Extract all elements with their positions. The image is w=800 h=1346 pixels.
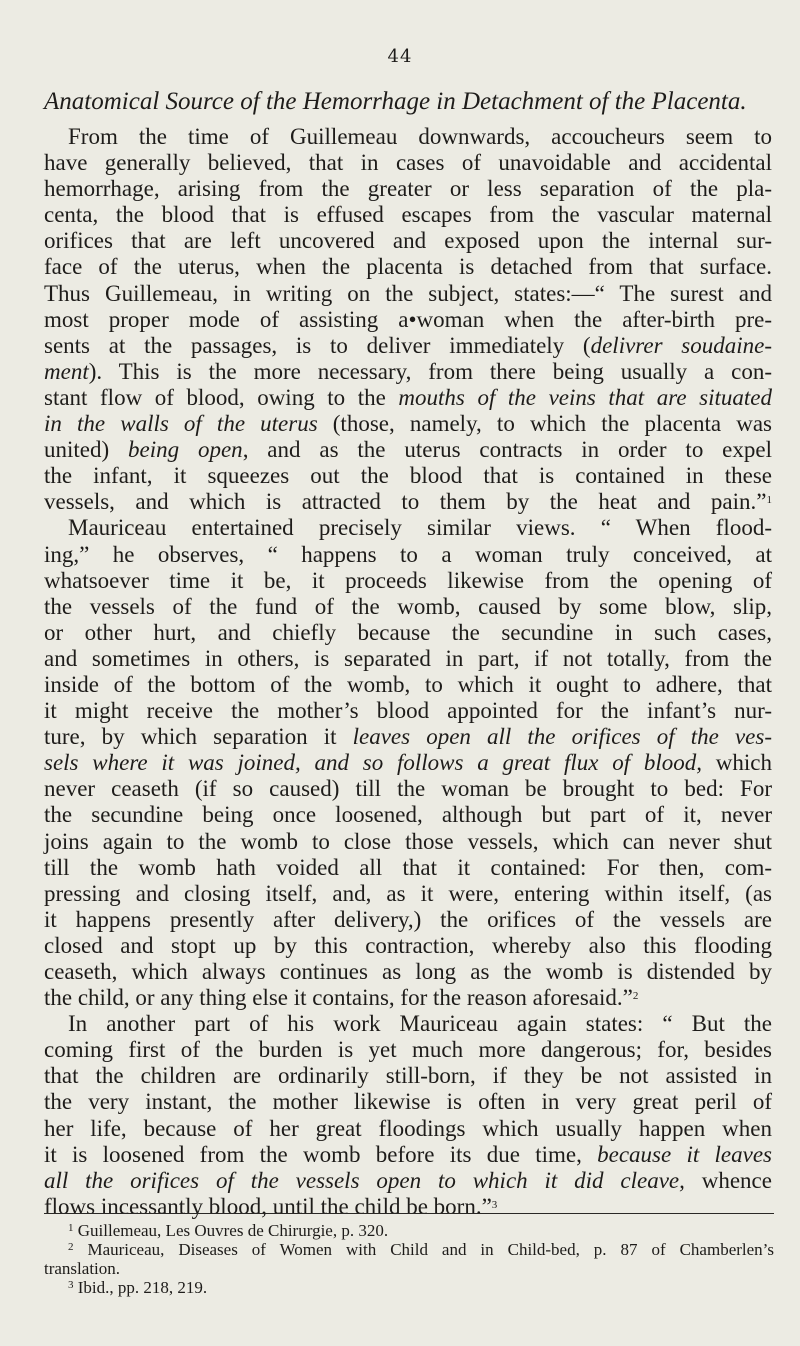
text-line <box>44 176 772 202</box>
text-segment: the child, or any thing else it contains, for the reason aforesaid.” <box>44 985 633 1011</box>
text-line <box>44 463 772 489</box>
page-number: 44 <box>387 46 413 67</box>
text-segment: till the womb hath voided all that it contained: For then, com- <box>44 854 772 880</box>
text-segment: it might receive the mother’s blood appointed for the infant’s nur- <box>44 698 772 724</box>
text-line <box>44 1116 772 1142</box>
text-segment: orifices that are left uncovered and exposed upon the internal sur- <box>44 228 772 254</box>
text-line <box>44 959 772 985</box>
text-line <box>44 307 772 333</box>
footnote-line <box>44 1240 774 1259</box>
footnote-line <box>44 1278 774 1297</box>
footnote-text: Guillemeau, Les Ouvres de Chirurgie, p. 320. <box>77 1221 389 1240</box>
text-line <box>44 228 772 254</box>
text-segment: In another part of his work Mauriceau again states: “ But the <box>68 1011 772 1037</box>
section-heading: Anatomical Source of the Hemorrhage in Detachment of the Placenta. <box>44 88 747 115</box>
italic-text: delivrer soudaine- <box>590 332 772 358</box>
text-segment: never ceaseth (if so caused) till the woman be brought to bed: For <box>44 776 772 802</box>
text-segment: united) <box>44 437 129 463</box>
text-line <box>44 1194 772 1220</box>
text-line <box>44 281 772 307</box>
text-line <box>44 829 772 855</box>
text-line <box>44 855 772 881</box>
text-segment: ing,” he observes, “ happens to a woman truly conceived, at <box>44 541 772 567</box>
text-segment: From the time of Guillemeau downwards, accoucheurs seem to <box>68 124 772 149</box>
text-segment: whatsoever time it be, it proceeds likewise from the opening of <box>44 567 772 593</box>
footnote-line <box>44 1259 774 1278</box>
body-text <box>44 124 772 1220</box>
text-segment: sents at the passages, is to deliver immediately ( <box>44 332 591 358</box>
text-segment: (those, namely, to which the placenta was <box>317 411 772 437</box>
footnote-divider <box>44 1213 774 1214</box>
text-line <box>44 489 772 515</box>
text-line <box>44 881 772 907</box>
footnote-ref: 1 <box>766 494 772 507</box>
text-segment: which <box>702 750 772 776</box>
text-segment: Thus Guillemeau, in writing on the subject, states:—“ The surest and <box>44 280 772 306</box>
text-segment: , and as the uterus contracts in order to expel <box>242 437 772 463</box>
text-segment: Mauriceau entertained precisely similar views. “ When flood- <box>68 515 772 541</box>
text-line <box>44 568 772 594</box>
text-segment: the vessels of the fund of the womb, caused by some blow, slip, <box>44 593 772 619</box>
text-line <box>44 1089 772 1115</box>
text-line <box>44 254 772 280</box>
text-line <box>44 333 772 359</box>
text-line <box>44 646 772 672</box>
text-segment: it happens presently after delivery,) the orifices of the vessels are <box>44 906 772 932</box>
text-segment: vessels, and which is attracted to them by the heat and pain.” <box>44 489 767 515</box>
text-segment: or other hurt, and chiefly because the secundine in such cases, <box>44 619 772 645</box>
text-line <box>44 724 772 750</box>
text-line <box>44 124 772 150</box>
text-line <box>44 698 772 724</box>
text-segment: her life, because of her great floodings which usually happen when <box>44 1115 772 1141</box>
text-line <box>44 542 772 568</box>
text-segment: pressing and closing itself, and, as it were, entering within itself, (as <box>44 880 772 906</box>
text-segment: closed and stopt up by this contraction, whereby also this flooding <box>44 932 772 958</box>
text-line <box>44 359 772 385</box>
text-line <box>44 802 772 828</box>
text-segment: the very instant, the mother likewise is often in very great peril of <box>44 1089 772 1115</box>
text-segment: ceaseth, which always continues as long as the womb is distended by <box>44 959 772 984</box>
footnote-mark: 2 <box>68 1241 74 1253</box>
text-segment: stant flow of blood, owing to the <box>44 384 399 410</box>
text-line <box>44 1063 772 1089</box>
text-line <box>44 620 772 646</box>
text-line <box>44 1142 772 1168</box>
italic-text: because it leaves <box>597 1141 772 1167</box>
footnote-mark: 1 <box>68 1222 74 1234</box>
footnote-ref: 2 <box>632 990 639 1003</box>
text-segment: the secundine being once loosened, although but part of it, never <box>44 802 772 828</box>
footnote-line <box>44 1221 774 1240</box>
text-line <box>44 202 772 228</box>
text-line <box>44 385 772 411</box>
text-line <box>44 776 772 802</box>
footnote-text: translation. <box>44 1259 121 1278</box>
text-line <box>44 150 772 176</box>
text-segment: flows incessantly blood, until the child be born.” <box>44 1193 492 1219</box>
text-segment: centa, the blood that is effused escapes from the vascular maternal <box>44 202 772 228</box>
text-line <box>44 933 772 959</box>
text-segment: and sometimes in others, is separated in part, if not totally, from the <box>44 645 772 671</box>
text-segment: the infant, it squeezes out the blood that is contained in these <box>44 463 772 489</box>
text-line <box>44 985 772 1011</box>
italic-text: ment <box>44 358 89 384</box>
text-line <box>44 515 772 541</box>
text-segment: ). This is the more necessary, from there being usually a con- <box>88 358 772 384</box>
text-segment: whence <box>684 1167 772 1193</box>
footnote-text: Mauriceau, Diseases of Women with Child and in Child-bed, p. 87 of Chamberlen’s <box>87 1240 775 1259</box>
footnote-mark: 3 <box>68 1279 74 1291</box>
footnotes <box>44 1221 774 1297</box>
footnote-text: Ibid., pp. 218, 219. <box>77 1278 208 1297</box>
text-line <box>44 1011 772 1037</box>
italic-text: mouths of the veins that are situated <box>398 384 772 410</box>
italic-text: leaves open all the orifices of the ves- <box>352 724 772 750</box>
text-line <box>44 411 772 437</box>
text-line <box>44 594 772 620</box>
text-line <box>44 1168 772 1194</box>
text-segment: most proper mode of assisting a•woman when the after-birth pre- <box>44 306 772 332</box>
text-segment: inside of the bottom of the womb, to which it ought to adhere, that <box>44 671 772 697</box>
text-segment: face of the uterus, when the placenta is detached from that surface. <box>44 254 772 280</box>
text-segment: hemorrhage, arising from the greater or less separation of the pla- <box>44 176 772 202</box>
text-line <box>44 750 772 776</box>
italic-text: all the orifices of the vessels open to which it did cleave, <box>44 1167 685 1193</box>
text-line <box>44 672 772 698</box>
text-segment: have generally believed, that in cases of unavoidable and accidental <box>44 150 772 176</box>
text-segment: joins again to the womb to close those vessels, which can never shut <box>44 828 772 854</box>
text-segment: coming first of the burden is yet much more dangerous; for, besides <box>44 1037 772 1063</box>
text-segment: ture, by which separation it <box>44 724 353 750</box>
text-segment: that the children are ordinarily still-born, if they be not assisted in <box>44 1063 772 1089</box>
italic-text: being open <box>128 437 243 463</box>
text-line <box>44 437 772 463</box>
italic-text: in the walls of the uterus <box>44 411 318 437</box>
text-line <box>44 907 772 933</box>
text-line <box>44 1037 772 1063</box>
text-segment: it is loosened from the womb before its due time, <box>44 1141 598 1167</box>
italic-text: sels where it was joined, and so follows a great flux of blood, <box>44 750 703 776</box>
footnote-ref: 3 <box>491 1198 498 1211</box>
